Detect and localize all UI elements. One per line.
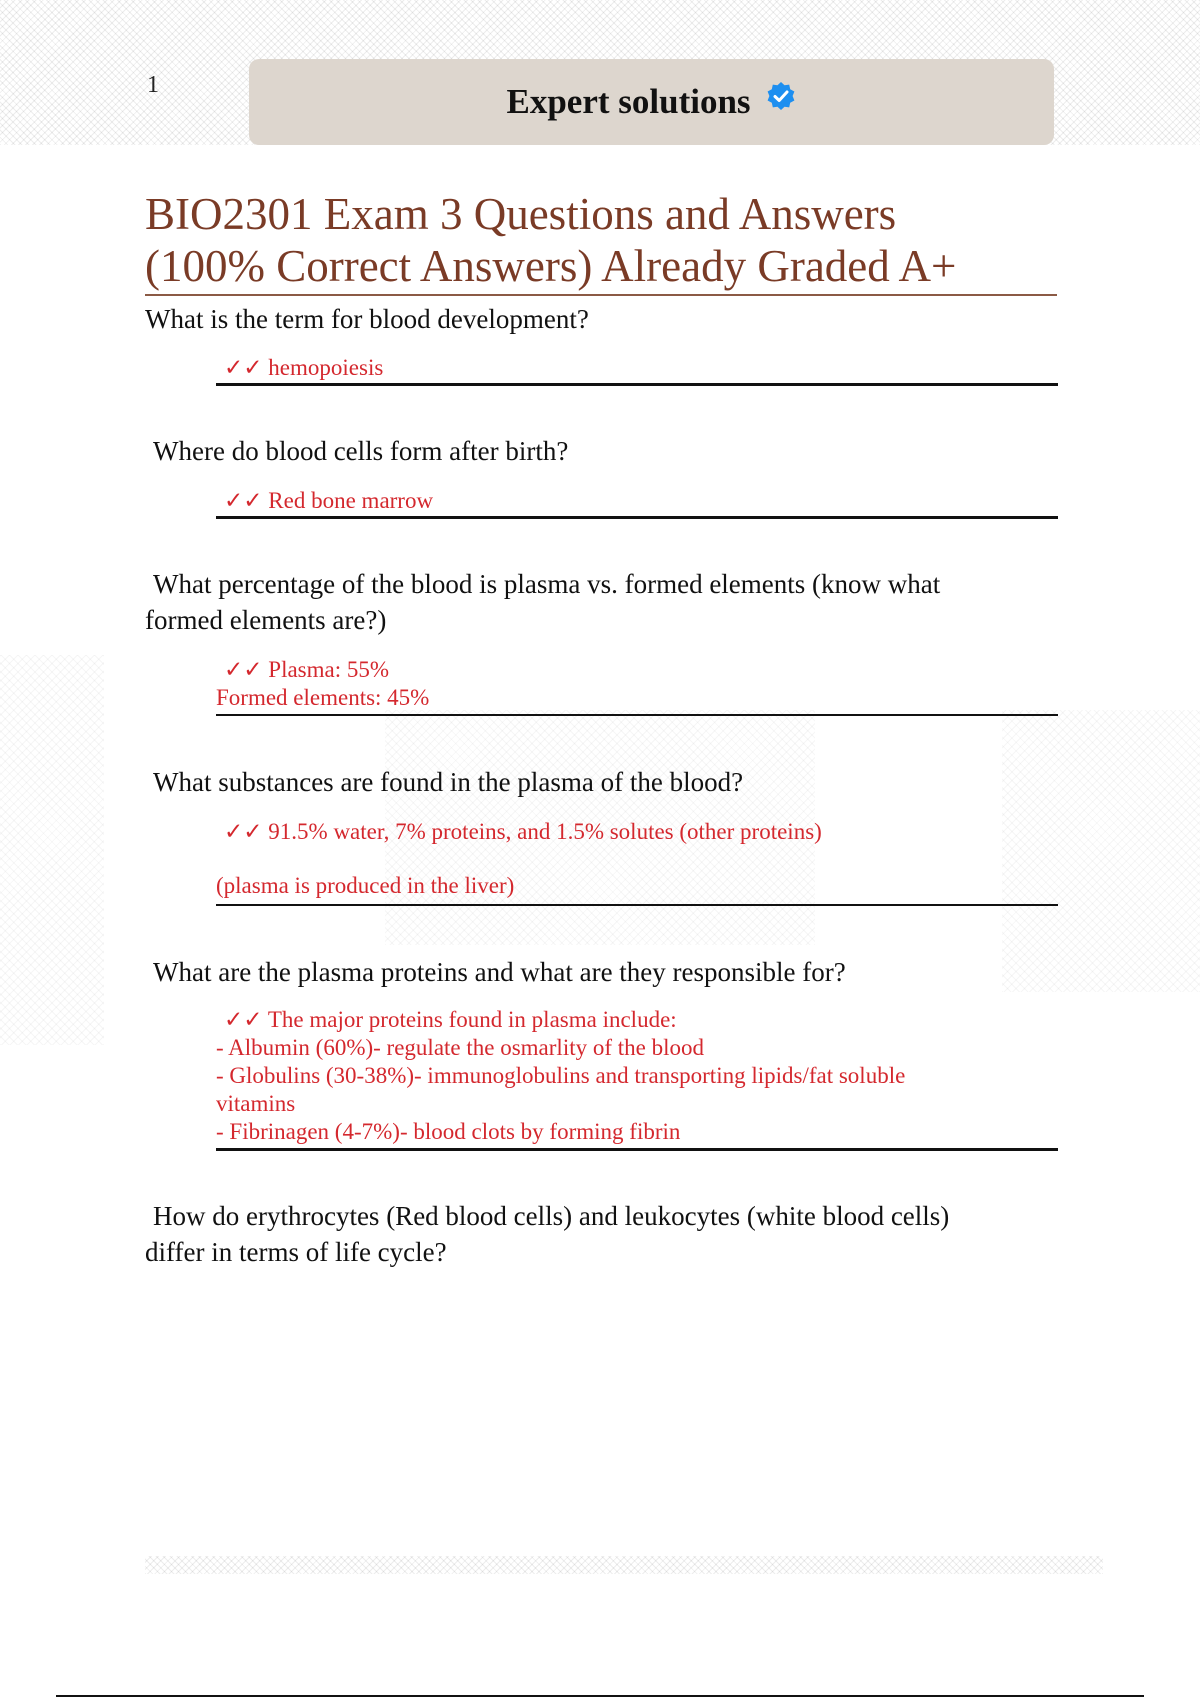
left-margin-texture — [0, 655, 104, 1045]
answer-2-rule — [216, 516, 1058, 519]
question-6-line-2: differ in terms of life cycle? — [145, 1237, 447, 1267]
answer-4-line-2: (plasma is produced in the liver) — [216, 873, 515, 898]
answer-1: ✓✓ hemopoiesis — [224, 355, 384, 380]
answer-5-line-4: vitamins — [216, 1091, 296, 1116]
document-title-line-2: (100% Correct Answers) Already Graded A+ — [145, 241, 957, 291]
question-6-line-1: How do erythrocytes (Red blood cells) and leukocytes (white blood cells) — [153, 1201, 950, 1231]
answer-3-rule — [216, 714, 1058, 716]
answer-5-line-3: - Globulins (30-38%)- immunoglobulins and transporting lipids/fat soluble — [216, 1063, 906, 1088]
question-2: Where do blood cells form after birth? — [153, 436, 569, 466]
question-3 — [145, 566, 1045, 638]
answer-4-line-1: ✓✓ 91.5% water, 7% proteins, and 1.5% solutes (other proteins) — [224, 819, 822, 844]
page-bottom-rule — [56, 1695, 1144, 1697]
document-title-line-1: BIO2301 Exam 3 Questions and Answers — [145, 189, 897, 239]
answer-5-rule — [216, 1148, 1058, 1151]
question-5: What are the plasma proteins and what are they responsible for? — [153, 957, 846, 987]
footer-texture-strip — [145, 1556, 1103, 1574]
question-6 — [145, 1198, 1045, 1270]
answer-3-line-1: ✓✓ Plasma: 55% — [224, 657, 390, 682]
document-title — [145, 188, 1057, 296]
answer-5-line-1: ✓✓ The major proteins found in plasma include: — [224, 1007, 677, 1032]
expert-solutions-banner — [249, 59, 1054, 145]
answer-2: ✓✓ Red bone marrow — [224, 488, 434, 513]
answer-5-line-2: - Albumin (60%)- regulate the osmarlity of the blood — [216, 1035, 704, 1060]
answer-3-line-2: Formed elements: 45% — [216, 685, 430, 710]
answer-3 — [216, 656, 1058, 712]
banner-label: Expert solutions — [506, 82, 751, 121]
answer-5 — [216, 1006, 1058, 1146]
question-3-line-1: What percentage of the blood is plasma vs. formed elements (know what — [153, 569, 941, 599]
answer-5-line-5: - Fibrinagen (4-7%)- blood clots by forming fibrin — [216, 1119, 681, 1144]
page-number: 1 — [147, 72, 159, 98]
answer-1-rule — [216, 383, 1058, 386]
question-1: What is the term for blood development? — [145, 304, 589, 334]
verified-badge-icon — [765, 80, 797, 112]
right-margin-texture — [1002, 710, 1200, 992]
answer-4-rule — [216, 904, 1058, 906]
question-4: What substances are found in the plasma of the blood? — [153, 767, 744, 797]
question-3-line-2: formed elements are?) — [145, 605, 387, 635]
